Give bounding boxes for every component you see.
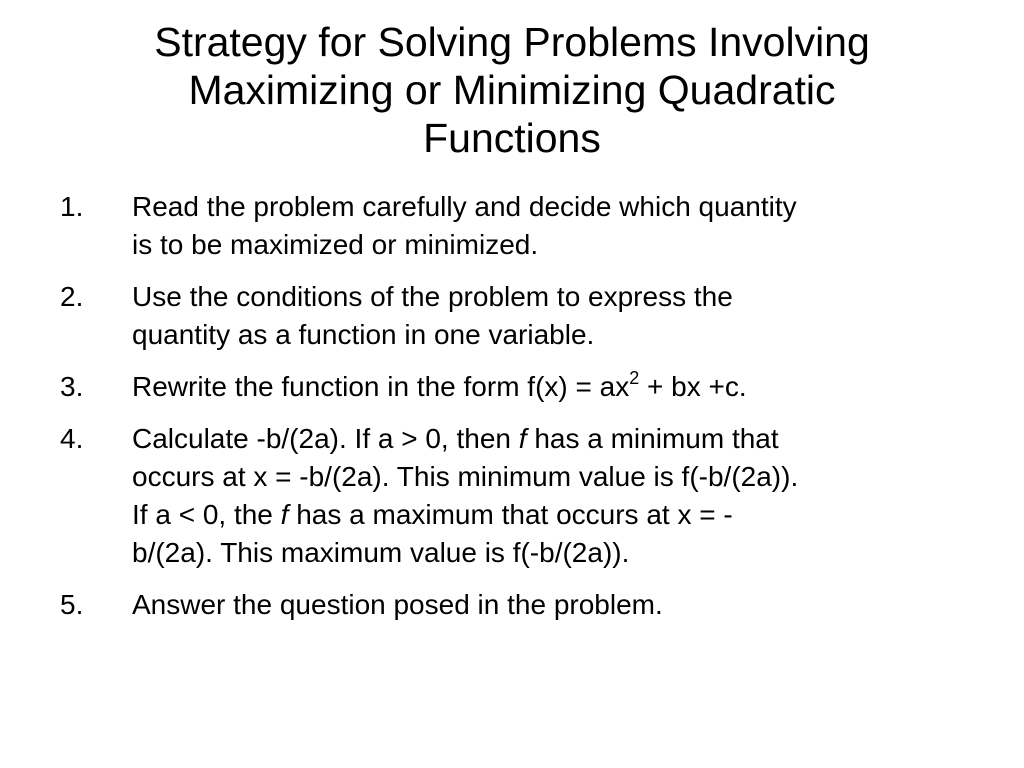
exponent: 2 <box>629 368 640 388</box>
title-line: Maximizing or Minimizing Quadratic <box>188 67 836 113</box>
step-text <box>132 586 960 624</box>
step-line <box>132 496 960 534</box>
step-text-part: Calculate -b/(2a). If a > 0, then <box>132 423 519 454</box>
step-text-part: has a minimum that <box>526 423 779 454</box>
step-number: 5. <box>60 589 84 620</box>
step-line: Answer the question posed in the problem. <box>132 589 663 620</box>
function-symbol: f <box>280 499 289 530</box>
step-line: Use the conditions of the problem to express the <box>132 281 733 312</box>
step-number: 3. <box>60 371 84 402</box>
slide-title <box>60 18 964 162</box>
step-text <box>132 420 960 572</box>
step-line: Read the problem carefully and decide which quantity <box>132 191 797 222</box>
step-text-part: If a < 0, the <box>132 499 281 530</box>
step-item <box>60 586 960 624</box>
function-symbol: f <box>518 423 527 454</box>
step-number: 2. <box>60 281 84 312</box>
step-text-part: Rewrite the function in the form f(x) = ax <box>132 371 630 402</box>
step-line: quantity as a function in one variable. <box>132 319 595 350</box>
step-text <box>132 278 960 354</box>
step-text <box>132 188 960 264</box>
title-line: Functions <box>423 115 601 161</box>
step-line <box>132 368 960 406</box>
step-line: occurs at x = -b/(2a). This minimum value is f(-b/(2a)). <box>132 461 799 492</box>
step-number: 4. <box>60 423 84 454</box>
step-line: is to be maximized or minimized. <box>132 229 539 260</box>
step-item <box>60 278 960 354</box>
step-item <box>60 420 960 572</box>
step-line: b/(2a). This maximum value is f(-b/(2a)). <box>132 537 630 568</box>
step-item <box>60 368 960 406</box>
steps-list <box>60 188 960 638</box>
step-text-part: + bx +c. <box>639 371 747 402</box>
step-number: 1. <box>60 191 84 222</box>
step-line <box>132 420 960 458</box>
step-item <box>60 188 960 264</box>
step-text-part: has a maximum that occurs at x = - <box>288 499 733 530</box>
step-text <box>132 368 960 406</box>
title-line: Strategy for Solving Problems Involving <box>154 19 870 65</box>
